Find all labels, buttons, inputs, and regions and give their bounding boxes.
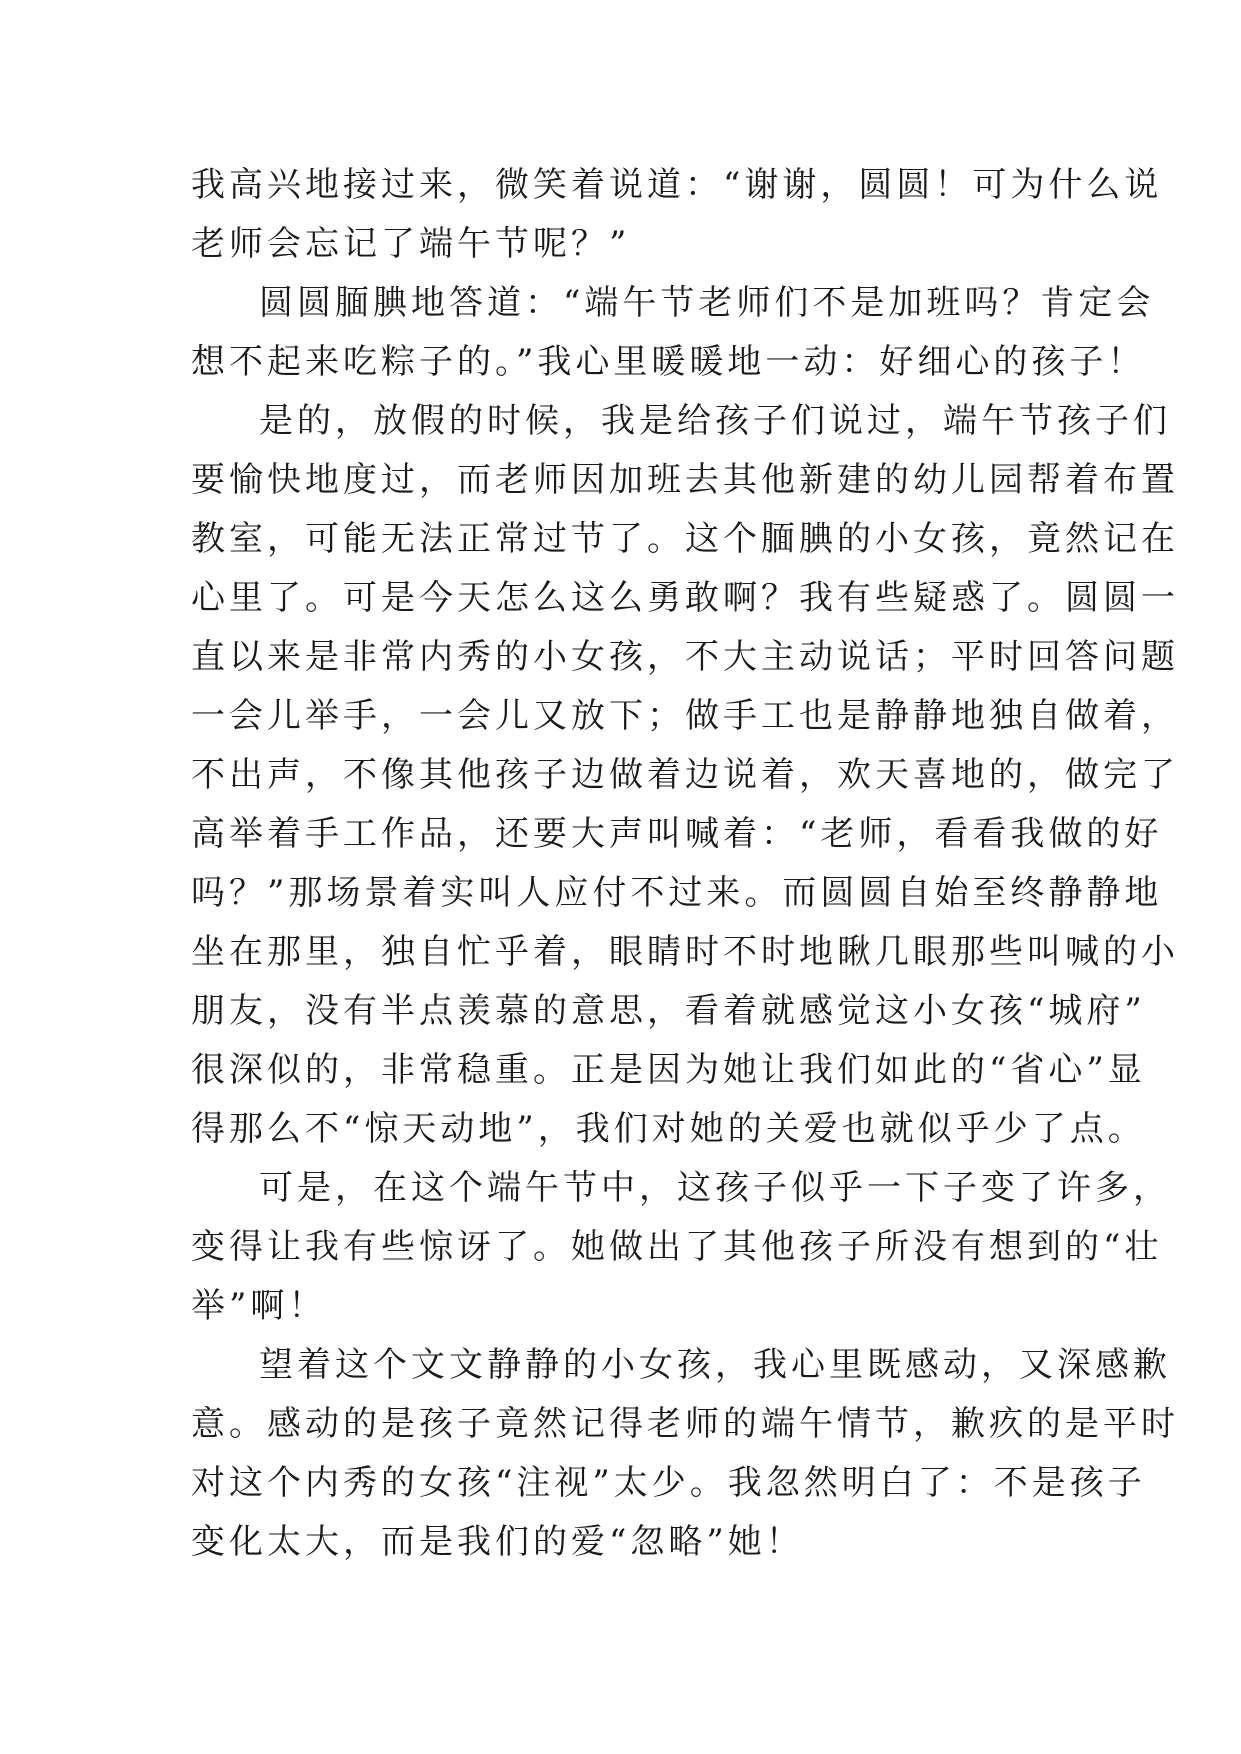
text-line: 圆圆腼腆地答道：“端午节老师们不是加班吗？肯定会: [259, 283, 1155, 323]
text-line: 意。感动的是孩子竟然记得老师的端午情节，歉疚的是平时: [191, 1404, 1179, 1444]
text-line: 得那么不“惊天动地”，我们对她的关爱也就似乎少了点。: [191, 1109, 1146, 1149]
text-line: 要愉快地度过，而老师因加班去其他新建的幼儿园帮着布置: [191, 460, 1179, 500]
text-line: 高举着手工作品，还要大声叫喊着：“老师，看看我做的好: [191, 814, 1163, 854]
text-line: 直以来是非常内秀的小女孩，不大主动说话；平时回答问题: [191, 637, 1179, 677]
text-line: 吗？”那场景着实叫人应付不过来。而圆圆自始至终静静地: [191, 873, 1163, 913]
text-line: 我高兴地接过来，微笑着说道：“谢谢，圆圆！可为什么说: [191, 165, 1163, 205]
text-line: 心里了。可是今天怎么这么勇敢啊？我有些疑惑了。圆圆一: [191, 578, 1179, 618]
text-line: 想不起来吃粽子的。”我心里暖暖地一动：好细心的孩子！: [191, 342, 1146, 382]
text-line: 很深似的，非常稳重。正是因为她让我们如此的“省心”显: [191, 1050, 1146, 1090]
text-line: 教室，可能无法正常过节了。这个腼腆的小女孩，竟然记在: [191, 519, 1179, 559]
text-line: 是的，放假的时候，我是给孩子们说过，端午节孩子们: [259, 401, 1171, 441]
text-line: 坐在那里，独自忙乎着，眼睛时不时地瞅几眼那些叫喊的小: [191, 932, 1179, 972]
text-line: 变得让我有些惊讶了。她做出了其他孩子所没有想到的“壮: [191, 1227, 1163, 1267]
text-line: 老师会忘记了端午节呢？”: [191, 224, 631, 264]
text-line: 变化太大，而是我们的爱“忽略”她！: [191, 1522, 804, 1562]
body-text: [191, 156, 1179, 1572]
text-line: 可是，在这个端午节中，这孩子似乎一下子变了许多，: [259, 1168, 1171, 1208]
text-line: 举”啊！: [191, 1286, 327, 1326]
text-line: 不出声，不像其他孩子边做着边说着，欢天喜地的，做完了: [191, 755, 1179, 795]
text-line: 对这个内秀的女孩“注视”太少。我忽然明白了：不是孩子: [191, 1463, 1146, 1503]
text-line: 一会儿举手，一会儿又放下；做手工也是静静地独自做着，: [191, 696, 1179, 736]
text-line: 望着这个文文静静的小女孩，我心里既感动，又深感歉: [259, 1345, 1171, 1385]
text-line: 朋友，没有半点羡慕的意思，看着就感觉这小女孩“城府”: [191, 991, 1146, 1031]
